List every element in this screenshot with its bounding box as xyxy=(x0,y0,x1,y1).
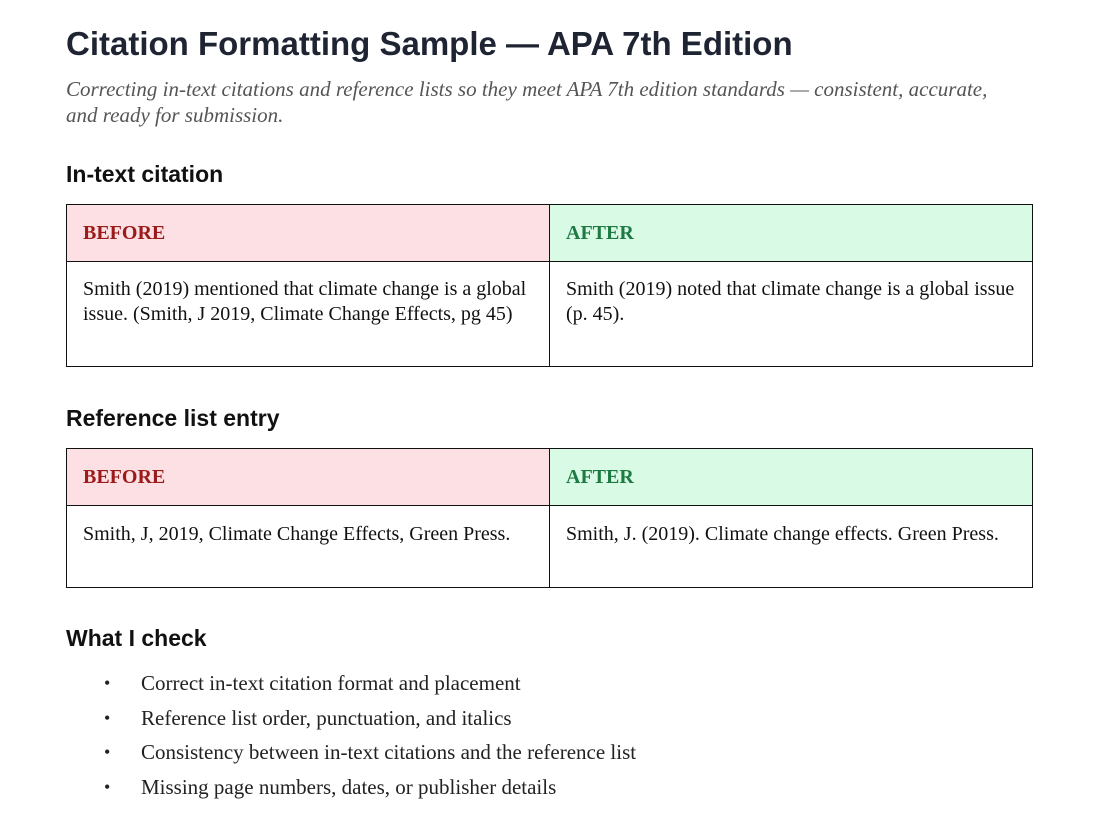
list-item xyxy=(66,666,1033,701)
reference-list-table xyxy=(66,448,1033,588)
page-title: Citation Formatting Sample — APA 7th Edition xyxy=(66,25,793,62)
in-text-citation-heading: In-text citation xyxy=(66,161,224,187)
page-subtitle: Correcting in-text citations and reference lists so they meet APA 7th edition standards — consistent, accurate, and ready for submission. xyxy=(66,77,988,127)
list-item xyxy=(66,770,1033,805)
bullet-icon: • xyxy=(104,776,111,797)
before-cell: Smith (2019) mentioned that climate change is a global issue. (Smith, J 2019, Climate Change Effects, pg 45) xyxy=(67,262,550,367)
list-item-text: Consistency between in-text citations and the reference list xyxy=(141,740,637,764)
in-text-citation-table xyxy=(66,204,1033,367)
after-cell: Smith (2019) noted that climate change is a global issue (p. 45). xyxy=(550,262,1033,367)
reference-list-heading: Reference list entry xyxy=(66,405,280,431)
list-item xyxy=(66,701,1033,736)
after-column-header: AFTER xyxy=(550,449,1033,506)
check-list xyxy=(66,666,1033,804)
bullet-icon: • xyxy=(104,673,111,693)
table-row xyxy=(67,262,1033,367)
what-i-check-heading: What I check xyxy=(66,625,207,651)
list-item xyxy=(66,735,1033,770)
table-row xyxy=(67,506,1033,588)
before-column-header: BEFORE xyxy=(67,205,550,262)
list-item-text: Reference list order, punctuation, and italics xyxy=(141,705,512,730)
after-cell: Smith, J. (2019). Climate change effects. Green Press. xyxy=(550,506,1033,588)
document-page xyxy=(66,24,1033,804)
bullet-icon: • xyxy=(104,742,111,762)
list-item-text: Missing page numbers, dates, or publisher details xyxy=(141,774,557,799)
table-header-row xyxy=(67,205,1033,262)
list-item-text: Correct in-text citation format and placement xyxy=(141,671,521,695)
after-column-header: AFTER xyxy=(550,205,1033,262)
before-cell: Smith, J, 2019, Climate Change Effects, Green Press. xyxy=(67,506,550,588)
before-column-header: BEFORE xyxy=(67,449,550,506)
table-header-row xyxy=(67,449,1033,506)
bullet-icon: • xyxy=(104,707,111,728)
